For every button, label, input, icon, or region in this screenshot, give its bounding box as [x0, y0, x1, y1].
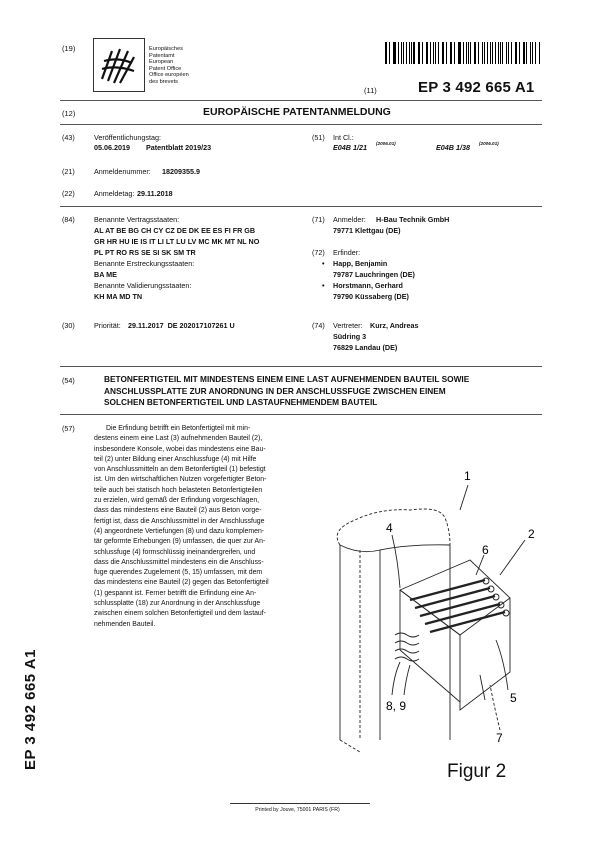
inventors-label: Erfinder:	[333, 248, 361, 257]
epo-logo	[93, 38, 145, 92]
invention-title	[104, 374, 469, 409]
pub-date: 05.06.2019	[94, 143, 130, 152]
barcode-bar	[495, 42, 496, 64]
abstract-line: fertigt ist, dass die Anschlussmittel in der Anschlussfuge	[94, 517, 265, 525]
barcode-bar	[475, 42, 476, 64]
publication-number: EP 3 492 665 A1	[418, 79, 535, 96]
rule-5	[60, 414, 542, 415]
abstract-line: fuge querendes Zugelement (5, 15) umfassen, mit dem	[94, 569, 263, 577]
states-label: Benannte Vertragsstaaten:	[94, 215, 180, 224]
representative-city: 76829 Landau (DE)	[333, 343, 398, 352]
barcode-bar	[433, 42, 434, 64]
fig-label-4: 4	[386, 521, 393, 535]
fig-label-5: 5	[510, 691, 517, 705]
abstract-line: nehmenden Bauteil.	[94, 620, 156, 628]
barcode-bar	[482, 42, 483, 64]
rule-2	[60, 124, 542, 125]
rule-4	[60, 366, 542, 367]
inid-51: (51)	[312, 133, 325, 142]
ipc-class-2: E04B 1/38	[436, 143, 470, 152]
barcode-bar	[413, 42, 414, 64]
abstract-line: ist. Um den wirtschaftlichen Nutzen vorgefertigter Beton-	[94, 476, 267, 484]
abstract-line: dass die Anschlussmittel mindestens ein die Anschluss-	[94, 558, 264, 566]
barcode-bar	[511, 42, 512, 64]
inid-54: (54)	[62, 376, 75, 385]
document-type: EUROPÄISCHE PATENTANMELDUNG	[203, 106, 391, 118]
representative-label: Vertreter:	[333, 321, 363, 330]
inid-30: (30)	[62, 321, 75, 330]
abstract-line: dass das mindestens eine Bauteil (2) aus Beton vorge-	[94, 507, 262, 515]
states-line: AL AT BE BG CH CY CZ DE DK EE ES FI FR GB	[94, 226, 256, 235]
val-states-label: Benannte Validierungsstaaten:	[94, 281, 192, 290]
barcode-bar	[519, 42, 520, 64]
abstract-line: schlussplatte (18) zur Anordnung in der Anschlussfuge	[94, 600, 261, 608]
abstract-line: zu erzielen, wird gemäß der Erfindung vorgeschlagen,	[94, 497, 260, 505]
inventor-1-name: Happ, Benjamin	[333, 259, 388, 268]
abstract-line: tär geformte Erhebungen (9) umfassen, die quer zur An-	[94, 538, 266, 546]
fig-label-6: 6	[482, 543, 489, 557]
logo-line: Office européen	[149, 72, 189, 79]
application-number: 18209355.9	[162, 167, 200, 176]
abstract-line: das mindestens eine Bauteil (2) gegen das Betonfertigteil	[94, 579, 269, 587]
abstract-line: (4) angeordnete Vertiefungen (8) und dazu komplemen-	[94, 527, 265, 535]
priority: 29.11.2017 DE 202017107261 U	[128, 321, 235, 330]
barcode-bar	[506, 42, 507, 64]
states-line: GR HR HU IE IS IT LI LT LU LV MC MK MT NL NO	[94, 237, 260, 246]
bullet-icon: •	[322, 259, 325, 268]
fig-label-2: 2	[528, 527, 535, 541]
inid-21: (21)	[62, 167, 75, 176]
abstract-line: schlussfuge (4) formschlüssig ineinandergreifen, und	[94, 548, 256, 556]
representative-name: Kurz, Andreas	[370, 321, 419, 330]
representative-street: Südring 3	[333, 332, 367, 341]
inventor-2-name: Horstmann, Gerhard	[333, 281, 403, 290]
logo-line: European	[149, 59, 174, 66]
applicant-address: 79771 Klettgau (DE)	[333, 226, 401, 235]
abstract-line: von Anschlussmitteln an dem Betonfertigteil (1) befestigt	[94, 466, 266, 474]
ext-states-label: Benannte Erstreckungsstaaten:	[94, 259, 195, 268]
abstract-line: insbesondere Konsole, wobei das mindestens eine Bau-	[94, 445, 266, 453]
logo-line: Patent Office	[149, 65, 182, 72]
barcode-bar	[443, 42, 444, 64]
pub-date-label: Veröffentlichungstag:	[94, 133, 161, 142]
barcode-bar	[409, 42, 410, 64]
inventor-2-address: 79790 Küssaberg (DE)	[333, 292, 409, 301]
filing-label: Anmeldetag:	[94, 189, 135, 198]
title-line: ANSCHLUSSPLATTE ZUR ANORDNUNG IN DER ANSCHLUSSFUGE ZWISCHEN EINEM	[104, 385, 446, 396]
inid-12: (12)	[62, 109, 76, 118]
logo-line: des brevets	[149, 78, 178, 85]
logo-line: Patentamt	[149, 52, 175, 59]
inid-11: (11)	[364, 86, 377, 95]
abstract-line: Die Erfindung betrifft ein Betonfertigteil mit min-	[106, 425, 251, 432]
fig-label-7: 7	[496, 731, 503, 745]
barcode-bar	[394, 42, 395, 64]
fig-label-1: 1	[464, 469, 471, 483]
val-states: KH MA MD TN	[94, 292, 143, 301]
states-line: PL PT RO RS SE SI SK SM TR	[94, 248, 196, 257]
ipc-label: Int Cl.:	[333, 133, 354, 142]
ext-states: BA ME	[94, 270, 117, 279]
logo-line: Europäisches	[149, 46, 183, 52]
barcode-bar	[490, 42, 491, 64]
appno-label: Anmeldenummer:	[94, 167, 151, 176]
ipc-version-2: (2006.01)	[479, 141, 499, 146]
rule-3	[60, 206, 542, 207]
barcode-bar	[466, 42, 467, 64]
epo-logo-text	[149, 46, 189, 86]
inid-71: (71)	[312, 215, 325, 224]
barcode-bar	[526, 42, 527, 64]
barcode-bar	[435, 42, 436, 64]
barcode	[385, 42, 540, 64]
bullet-icon: •	[322, 281, 325, 290]
inid-72: (72)	[312, 248, 325, 257]
abstract-line: (1) gespannt ist. Ferner betrifft die Erfindung eine An-	[94, 589, 257, 597]
inid-19: (19)	[62, 44, 76, 53]
filing-date: 29.11.2018	[137, 189, 173, 198]
figure-caption: Figur 2	[447, 761, 507, 782]
inid-57: (57)	[62, 424, 75, 433]
inid-22: (22)	[62, 189, 75, 198]
footer-rule	[230, 803, 370, 804]
abstract-line: zwischen einem solchen Betonfertigteil und dem lastauf-	[94, 610, 266, 618]
abstract-text	[94, 424, 290, 630]
side-publication-number: EP 3 492 665 A1	[22, 649, 39, 770]
abstract-line: teile auch bei statisch hoch belasteten Betonfertigteilen	[94, 486, 263, 494]
barcode-bar	[459, 42, 460, 64]
epo-logo-icon	[94, 39, 144, 91]
bulletin: Patentblatt 2019/23	[146, 143, 212, 152]
applicant-name: H-Bau Technik GmbH	[376, 215, 450, 224]
printer-footer: Printed by Jouve, 75001 PARIS (FR)	[255, 807, 340, 813]
header-rule	[60, 100, 542, 101]
abstract-line: destens einem eine Last (3) aufnehmenden Bauteil (2),	[94, 435, 263, 443]
figure-2-drawing	[300, 440, 550, 760]
ipc-class-1: E04B 1/21	[333, 143, 367, 152]
barcode-bar	[422, 42, 423, 64]
barcode-bar	[451, 42, 452, 64]
abstract-line: teil (2) unter Bildung einer Anschlussfuge (4) mit Hilfe	[94, 455, 257, 463]
barcode-bar	[532, 42, 533, 64]
inid-84: (84)	[62, 215, 75, 224]
applicant-label: Anmelder:	[333, 215, 366, 224]
priority-label: Priorität:	[94, 321, 121, 330]
fig-label-8-9: 8, 9	[386, 699, 407, 713]
title-line: BETONFERTIGTEIL MIT MINDESTENS EINEM EINE LAST AUFNEHMENDEN BAUTEIL SOWIE	[104, 374, 470, 384]
ipc-version-1: (2006.01)	[376, 141, 396, 146]
inid-74: (74)	[312, 321, 325, 330]
barcode-bar	[386, 42, 387, 64]
inventor-1-address: 79787 Lauchringen (DE)	[333, 270, 415, 279]
barcode-bar	[401, 42, 402, 64]
title-line: SOLCHEN BETONFERTIGTEIL UND LASTAUFNEHMENDEM BAUTEIL	[104, 397, 378, 407]
inid-43: (43)	[62, 133, 75, 142]
